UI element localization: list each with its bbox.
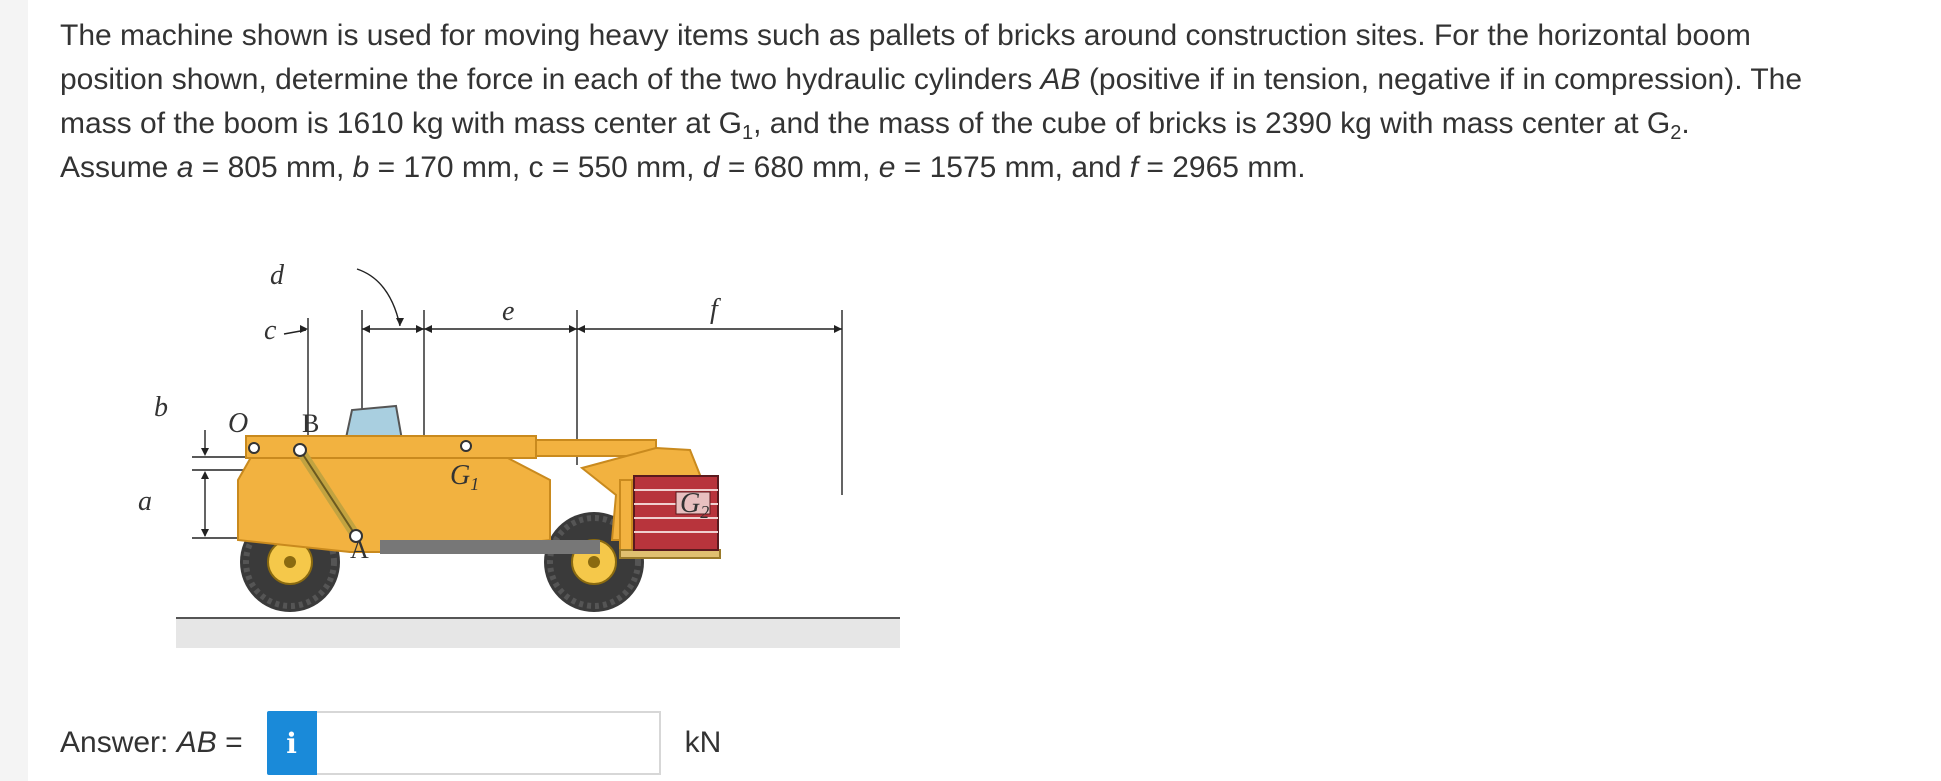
problem-line-1: The machine shown is used for moving heavy items such as pallets of bricks around construction sites. For the horizontal boom [60, 19, 1751, 52]
label-o: O [228, 408, 249, 439]
cab-window [346, 406, 402, 440]
problem-line-3: mass of the boom is 1610 kg with mass center at $G_1$, and the mass of the cube of bricks is 2390 kg with mass center at $G_2$. [60, 107, 1690, 144]
label-b: b [154, 392, 168, 423]
chassis-body [238, 448, 550, 552]
problem-line-4: Assume a = 805 mm, b = 170 mm, c = 550 mm, d = 680 mm, e = 1575 mm, and f = 2965 mm. [60, 151, 1306, 184]
answer-label: Answer: AB = [60, 726, 243, 759]
problem-statement [60, 14, 1920, 190]
answer-row [60, 711, 721, 775]
ground-strip [176, 618, 900, 648]
g1-marker [461, 441, 471, 451]
label-c: c [264, 315, 277, 346]
fork-pallet [620, 550, 720, 558]
label-g2: $G_2$ [680, 488, 710, 522]
machine-diagram [138, 240, 910, 660]
chassis-frame [380, 540, 600, 554]
pin-b [294, 444, 306, 456]
label-g1: $G_1$ [450, 460, 480, 494]
fork-carriage [620, 480, 632, 550]
left-margin [0, 0, 28, 781]
label-a: a [138, 486, 152, 517]
label-f: f [710, 294, 718, 325]
pin-o [249, 443, 259, 453]
label-a-point: A [350, 535, 369, 564]
answer-input[interactable] [317, 711, 661, 775]
boom [246, 436, 536, 458]
label-e: e [502, 296, 515, 327]
problem-line-2: position shown, determine the force in each of the two hydraulic cylinders AB (positive if in tension, negative if in compression). The [60, 63, 1803, 96]
answer-unit: kN [684, 726, 722, 759]
machine-figure [138, 240, 910, 660]
label-b-point: B [302, 409, 320, 438]
info-icon[interactable]: i [267, 711, 317, 775]
label-d: d [270, 260, 284, 291]
